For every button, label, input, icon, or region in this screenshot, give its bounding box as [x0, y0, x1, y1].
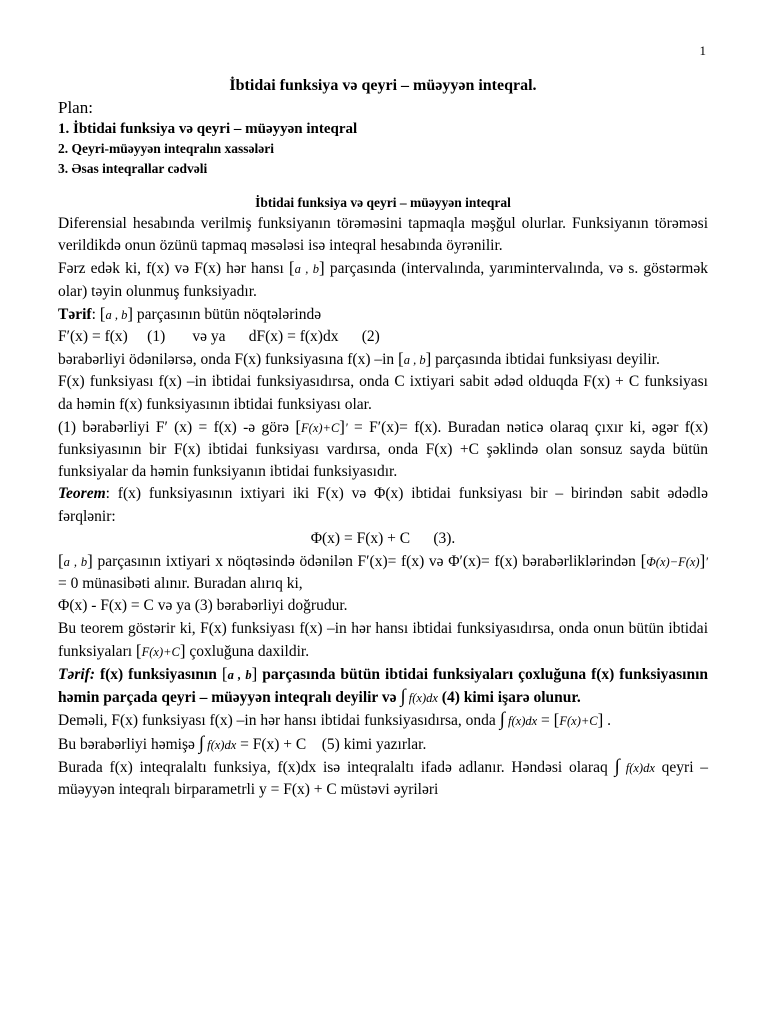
therefore-equals: = — [537, 712, 554, 730]
phi-line: Φ(x) - F(x) = C və ya (3) bərabərliyi doğrudur. — [58, 597, 348, 615]
consequence-text-b: çoxluğuna daxildir. — [189, 642, 310, 660]
derivative-text-b: = F′(x)= f(x). Buradan nəticə olaraq çıxır ki, əgər f(x) funksiyasının bir F(x) ibtidai funksiyası vardırsa, onda F(x) +C şəklində olan sonsuz sayda bütün funksiyalar da həmin funksiyanın ibtidai funksiyasıdır. — [58, 418, 708, 481]
consequence-text-a: Bu teorem göstərir ki, F(x) funksiyası f(x) –in hər hansı ibtidai funksiyasıdırsa, onda onun bütün ibtidai funksiyaları — [58, 619, 708, 660]
F-plus-C-derivative: [F(x)+C]′ — [295, 416, 348, 436]
definition2-text-c: (4) kimi işarə olunur. — [437, 689, 581, 707]
plan-label: Plan: — [58, 98, 93, 117]
always-text-a: Bu bərabərliyi həmişə — [58, 735, 195, 753]
intro-paragraph: Diferensial hesabında verilmiş funksiyanın törəməsini tapmaqla məşğul olurlar. Funksiyanın törəməsi verildikdə onun özünü tapmaq məsələsi isə inteqral hesabında öyrənilir. — [58, 215, 708, 255]
equality-text-a: bərabərliyi ödənilərsə, onda F(x) funksiyasına f(x) –in — [58, 351, 395, 369]
plan-item-1: 1. İbtidai funksiya və qeyri – müəyyən inteqral — [58, 121, 358, 137]
interval-ab: [a , b] — [58, 551, 93, 571]
interval-ab: [a , b] — [288, 258, 325, 278]
definition-label: Tərif — [58, 305, 92, 323]
therefore-paragraph — [58, 709, 708, 732]
definition2-label: Tərif: — [58, 666, 96, 684]
F-plus-C-set: [F(x)+C] — [135, 640, 186, 660]
definition2-text-b: parçasında bütün ibtidai funksiyaları çoxluğuna f(x) funksiyasının həmin parçada qeyri – müəyyən inteqralı deyilir və — [58, 666, 709, 707]
plan-item-3: 3. Əsas inteqrallar cədvəli — [58, 161, 208, 176]
theorem-label: Teorem — [58, 485, 106, 503]
always-text-b: = F(x) + C (5) kimi yazırlar. — [240, 735, 427, 753]
proof-text-a: parçasının ixtiyari x nöqtəsində ödənilən F′(x)= f(x) və Φ′(x)= f(x) bərabərliklərindən — [97, 553, 636, 571]
page-title: İbtidai funksiya və qeyri – müəyyən inteqral. — [229, 77, 537, 94]
constant-paragraph: F(x) funksiyası f(x) –in ibtidai funksiyasıdırsa, onda C ixtiyari sabit ədəd olduqda F(x) + C funksiyası da həmin f(x) funksiyasının ibtidai funksiyası olar. — [58, 373, 708, 413]
indefinite-integral-symbol: ∫ f(x)dx — [499, 709, 538, 731]
definition-text: parçasının bütün nöqtələrində — [136, 305, 322, 323]
interval-ab: [a , b] — [398, 349, 432, 369]
interval-ab: [a , b] — [99, 303, 133, 323]
derivative-text-a: (1) bərabərliyi F′ (x) = f(x) -ə görə — [58, 418, 290, 436]
plan-item-2: 2. Qeyri-müəyyən inteqralın xassələri — [58, 141, 274, 156]
indefinite-integral-symbol: ∫ f(x)dx — [400, 686, 438, 708]
formula-1-2: F′(x) = f(x) (1) və ya dF(x) = f(x)dx (2) — [58, 328, 380, 346]
assumption-text-a: Fərz edək ki, f(x) və F(x) hər hansı — [58, 260, 284, 278]
phi-minus-F-derivative: [Φ(x)−F(x)]′ — [640, 551, 709, 571]
therefore-period: . — [607, 712, 612, 730]
geometric-text-a: Burada f(x) inteqralaltı funksiya, f(x)dx isə inteqralaltı ifadə adlanır. Həndəsi olaraq — [58, 758, 608, 776]
proof-paragraph — [58, 550, 708, 595]
proof-text-b: = 0 münasibəti alınır. Buradan alırıq ki, — [58, 575, 303, 593]
document-body — [58, 75, 708, 801]
geometric-paragraph — [58, 756, 708, 801]
definition2-paragraph — [58, 663, 708, 709]
always-paragraph — [58, 733, 708, 756]
indefinite-integral-symbol: ∫ f(x)dx — [614, 755, 655, 777]
assumption-text-b: parçasında (intervalında, yarımintervalında, və s. göstərmək olar) təyin olunmuş funksiyadır. — [58, 260, 708, 300]
page-number: 1 — [699, 43, 706, 58]
therefore-text-a: Deməli, F(x) funksiyası f(x) –in hər hansı ibtidai funksiyasıdırsa, onda — [58, 712, 496, 730]
assumption-paragraph — [58, 257, 708, 302]
theorem-paragraph — [58, 483, 708, 527]
indefinite-integral-symbol: ∫ f(x)dx — [198, 732, 237, 754]
theorem-consequence-paragraph — [58, 618, 708, 663]
section-title: İbtidai funksiya və qeyri – müəyyən inteqral — [255, 195, 511, 210]
derivative-paragraph — [58, 416, 708, 484]
equality-text-b: parçasında ibtidai funksiyası deyilir. — [435, 351, 660, 369]
interval-ab: [a , b] — [221, 664, 258, 684]
geometric-text-b: qeyri – müəyyən inteqralı birparametrli y = F(x) + C müstəvi əyriləri — [58, 758, 709, 799]
definition2-text-a: f(x) funksiyasının — [95, 666, 217, 684]
definition-paragraph: Tərif: [a , b] parçasının bütün nöqtələrində — [58, 303, 322, 323]
F-plus-C-set: [F(x)+C] — [553, 710, 604, 730]
theorem-text: : f(x) funksiyasının ixtiyari iki F(x) və Φ(x) ibtidai funksiyası bir – birindən sabit ədədlə fərqlənir: — [58, 485, 708, 525]
formula-3: Φ(x) = F(x) + C (3). — [310, 529, 456, 547]
equality-paragraph — [58, 348, 708, 371]
